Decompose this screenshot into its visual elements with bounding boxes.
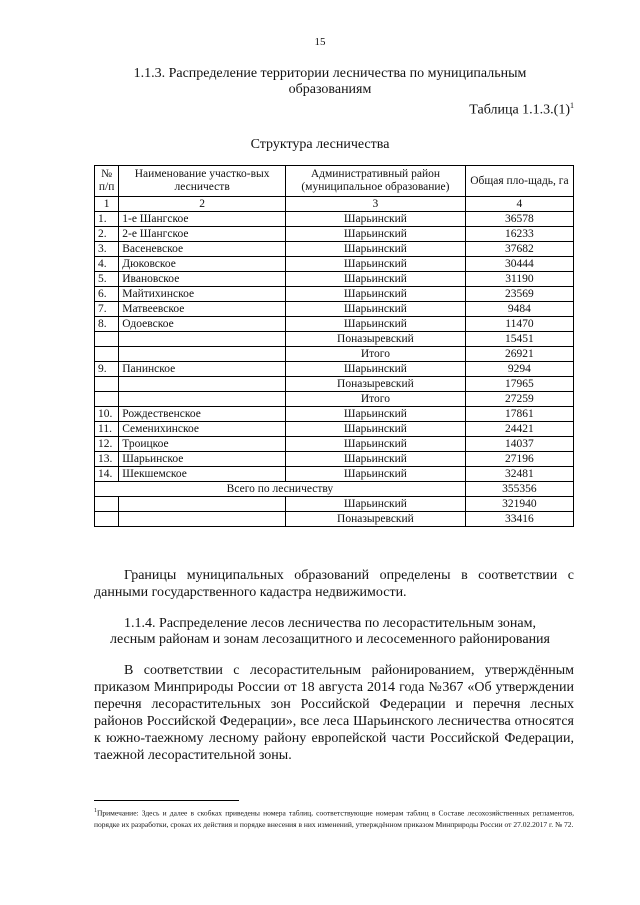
area-cell: 17861 bbox=[465, 407, 573, 422]
table-row bbox=[95, 392, 574, 407]
row-number-cell: 8. bbox=[95, 317, 119, 332]
forestry-name-cell: Матвеевское bbox=[119, 302, 286, 317]
forestry-name-cell bbox=[119, 332, 286, 347]
district-cell: Шарьинский bbox=[285, 407, 465, 422]
area-cell: 14037 bbox=[465, 437, 573, 452]
footnote bbox=[94, 806, 574, 830]
footnote-ref: 1 bbox=[570, 101, 574, 110]
area-cell: 16233 bbox=[465, 227, 573, 242]
row-number-cell bbox=[95, 377, 119, 392]
paragraph-zoning-text: В соответствии с лесорастительным районированием, утверждённым приказом Минприроды России от 18 августа 2014 года №367 «Об утверждении перечня лесорастительных зон Российской Федерации и перечня лесных районов Российской Федерации», все леса Шарьинского лесничества относятся к южно-таежному лесному району европейской части Российской Федерации, таежной лесорастительной зоны. bbox=[94, 663, 574, 763]
footnote-mark: 1 bbox=[94, 808, 97, 814]
header-cell-name: Наименование участко-вых лесничеств bbox=[119, 166, 286, 197]
area-cell: 31190 bbox=[465, 272, 573, 287]
paragraph-zoning bbox=[94, 662, 574, 764]
area-cell: 37682 bbox=[465, 242, 573, 257]
table-row bbox=[95, 377, 574, 392]
district-cell: Шарьинский bbox=[285, 452, 465, 467]
row-number-cell bbox=[95, 497, 119, 512]
column-number-cell: 4 bbox=[465, 197, 573, 212]
table-header-row bbox=[95, 166, 574, 197]
district-cell: Итого bbox=[285, 347, 465, 362]
district-cell: Шарьинский bbox=[285, 302, 465, 317]
row-number-cell: 2. bbox=[95, 227, 119, 242]
forestry-structure-table bbox=[94, 165, 574, 527]
area-cell: 32481 bbox=[465, 467, 573, 482]
area-cell: 26921 bbox=[465, 347, 573, 362]
district-cell: Шарьинский bbox=[285, 437, 465, 452]
column-number-cell: 2 bbox=[119, 197, 286, 212]
forestry-name-cell: 2-е Шангское bbox=[119, 227, 286, 242]
table-label bbox=[469, 101, 574, 119]
forestry-name-cell: Шарьинское bbox=[119, 452, 286, 467]
district-cell: Итого bbox=[285, 392, 465, 407]
row-number-cell bbox=[95, 512, 119, 527]
district-cell: Шарьинский bbox=[285, 272, 465, 287]
row-number-cell bbox=[95, 347, 119, 362]
page-number: 15 bbox=[314, 36, 326, 48]
district-cell: Шарьинский bbox=[285, 422, 465, 437]
district-cell: Шарьинский bbox=[285, 467, 465, 482]
table-row bbox=[95, 497, 574, 512]
table-label-text: Таблица 1.1.3.(1) bbox=[469, 102, 570, 118]
section-heading-1-1-3: 1.1.3. Распределение территории лесничества по муниципальным образованиям bbox=[133, 66, 527, 97]
total-label: Всего по лесничеству bbox=[95, 482, 466, 497]
forestry-name-cell: Васеневское bbox=[119, 242, 286, 257]
total-row bbox=[95, 482, 574, 497]
header-cell-area: Общая пло-щадь, га bbox=[465, 166, 573, 197]
area-cell: 9294 bbox=[465, 362, 573, 377]
district-cell: Шарьинский bbox=[285, 317, 465, 332]
district-cell: Шарьинский bbox=[285, 242, 465, 257]
table-row bbox=[95, 362, 574, 377]
table-row bbox=[95, 452, 574, 467]
forestry-name-cell: Одоевское bbox=[119, 317, 286, 332]
area-cell: 27196 bbox=[465, 452, 573, 467]
forestry-name-cell: Шекшемское bbox=[119, 467, 286, 482]
row-number-cell: 1. bbox=[95, 212, 119, 227]
table-row bbox=[95, 242, 574, 257]
district-cell: Шарьинский bbox=[285, 257, 465, 272]
total-value: 355356 bbox=[465, 482, 573, 497]
district-cell: Поназыревский bbox=[285, 332, 465, 347]
column-number-cell: 3 bbox=[285, 197, 465, 212]
section-heading-1-1-4: 1.1.4. Распределение лесов лесничества по лесорастительным зонам, лесным районам и зонам лесозащитного и лесосеменного районирования bbox=[110, 616, 550, 647]
row-number-cell: 12. bbox=[95, 437, 119, 452]
forestry-name-cell: Семенихинское bbox=[119, 422, 286, 437]
district-cell: Поназыревский bbox=[285, 377, 465, 392]
district-cell: Шарьинский bbox=[285, 497, 465, 512]
table-totals bbox=[95, 482, 574, 527]
area-cell: 11470 bbox=[465, 317, 573, 332]
table-row bbox=[95, 287, 574, 302]
forestry-name-cell bbox=[119, 512, 286, 527]
table-caption: Структура лесничества bbox=[250, 137, 390, 152]
table-row bbox=[95, 512, 574, 527]
paragraph-cadastre bbox=[94, 567, 574, 601]
area-cell: 17965 bbox=[465, 377, 573, 392]
table-body bbox=[95, 197, 574, 482]
row-number-cell: 5. bbox=[95, 272, 119, 287]
row-number-cell: 7. bbox=[95, 302, 119, 317]
forestry-name-cell bbox=[119, 347, 286, 362]
table-row bbox=[95, 272, 574, 287]
forestry-name-cell: 1-е Шангское bbox=[119, 212, 286, 227]
area-cell: 30444 bbox=[465, 257, 573, 272]
area-cell: 15451 bbox=[465, 332, 573, 347]
footnote-text: Примечание: Здесь и далее в скобках приведены номера таблиц, соответствующие номерам таблиц в Составе лесохозяйственных регламентов, порядке их разработки, сроках их действия и порядке внесения в них изменений, утверждённом приказом Минприроды России от 27.02.2017 г. № 72. bbox=[94, 808, 574, 829]
paragraph-cadastre-text: Границы муниципальных образований определены в соответствии с данными государственного кадастра недвижимости. bbox=[94, 568, 574, 600]
row-number-cell: 13. bbox=[95, 452, 119, 467]
district-cell: Шарьинский bbox=[285, 212, 465, 227]
row-number-cell bbox=[95, 332, 119, 347]
table-row bbox=[95, 422, 574, 437]
district-cell: Шарьинский bbox=[285, 362, 465, 377]
forestry-name-cell: Ивановское bbox=[119, 272, 286, 287]
area-cell: 321940 bbox=[465, 497, 573, 512]
header-cell-number: № п/п bbox=[95, 166, 119, 197]
row-number-cell: 4. bbox=[95, 257, 119, 272]
row-number-cell bbox=[95, 392, 119, 407]
table-row bbox=[95, 437, 574, 452]
table-row bbox=[95, 347, 574, 362]
footnote-divider bbox=[94, 800, 239, 801]
row-number-cell: 3. bbox=[95, 242, 119, 257]
table-row bbox=[95, 302, 574, 317]
area-cell: 36578 bbox=[465, 212, 573, 227]
table-row bbox=[95, 227, 574, 242]
row-number-cell: 6. bbox=[95, 287, 119, 302]
area-cell: 9484 bbox=[465, 302, 573, 317]
forestry-name-cell: Дюковское bbox=[119, 257, 286, 272]
forestry-name-cell bbox=[119, 497, 286, 512]
table-row bbox=[95, 407, 574, 422]
row-number-cell: 10. bbox=[95, 407, 119, 422]
forestry-name-cell bbox=[119, 392, 286, 407]
forestry-name-cell: Троицкое bbox=[119, 437, 286, 452]
table-row bbox=[95, 467, 574, 482]
area-cell: 27259 bbox=[465, 392, 573, 407]
forestry-name-cell bbox=[119, 377, 286, 392]
forestry-name-cell: Панинское bbox=[119, 362, 286, 377]
column-number-cell: 1 bbox=[95, 197, 119, 212]
area-cell: 23569 bbox=[465, 287, 573, 302]
area-cell: 33416 bbox=[465, 512, 573, 527]
table-row bbox=[95, 317, 574, 332]
area-cell: 24421 bbox=[465, 422, 573, 437]
table-row bbox=[95, 332, 574, 347]
row-number-cell: 11. bbox=[95, 422, 119, 437]
table-row bbox=[95, 212, 574, 227]
row-number-cell: 9. bbox=[95, 362, 119, 377]
forestry-name-cell: Майтихинское bbox=[119, 287, 286, 302]
district-cell: Шарьинский bbox=[285, 227, 465, 242]
column-number-row bbox=[95, 197, 574, 212]
district-cell: Поназыревский bbox=[285, 512, 465, 527]
table-row bbox=[95, 257, 574, 272]
row-number-cell: 14. bbox=[95, 467, 119, 482]
district-cell: Шарьинский bbox=[285, 287, 465, 302]
header-cell-district: Административный район (муниципальное образование) bbox=[285, 166, 465, 197]
forestry-name-cell: Рождественское bbox=[119, 407, 286, 422]
